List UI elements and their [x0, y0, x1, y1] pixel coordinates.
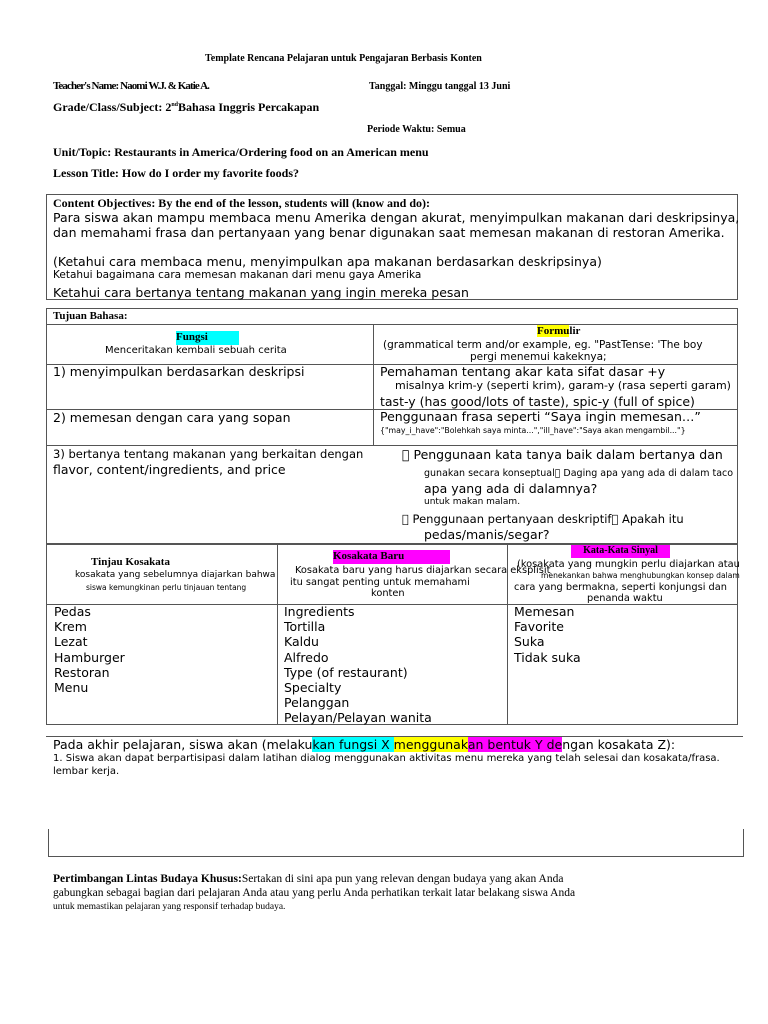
list-item: Restoran [54, 664, 110, 680]
content-objectives-heading: Content Objectives: By the end of the lesson, students will (know and do): [53, 196, 431, 210]
signal-words-header: Kata-Kata Sinyal [571, 545, 670, 558]
signal-words-subtext-2: menekankan bahwa menghubungkan konsep dalam [541, 571, 740, 580]
formulir-header: Formulir [537, 325, 581, 337]
document-title: Template Rencana Pelajaran untuk Pengajaran Berbasis Konten [205, 53, 482, 64]
list-item: Hamburger [54, 649, 125, 665]
unit-topic: Unit/Topic: Restaurants in America/Ordering food on an American menu [53, 145, 429, 159]
language-objectives-heading: Tujuan Bahasa: [53, 310, 128, 322]
review-vocab-list [54, 604, 125, 695]
list-item: Alfredo [284, 649, 329, 665]
list-item: Lezat [54, 634, 88, 650]
culture-label: Pertimbangan Lintas Budaya Khusus: [53, 873, 242, 885]
lesson-title: Lesson Title: How do I order my favorite foods? [53, 166, 299, 180]
fungsi-subtext: Menceritakan kembali sebuah cerita [105, 345, 287, 356]
list-item: Pedas [54, 604, 91, 619]
function-row-2: 2) memesan dengan cara yang sopan [53, 410, 291, 425]
objective-line-2: dan memahami frasa dan pertanyaan yang benar digunakan saat memesan makanan di restoran Amerika. [53, 225, 725, 240]
function-row-1: 1) menyimpulkan berdasarkan deskripsi [53, 364, 305, 379]
fungsi-header: Fungsi [176, 331, 239, 345]
signal-words-list [514, 604, 581, 665]
form-row-3-line-3: apa yang ada di dalamnya? [424, 481, 598, 496]
list-item: Tortilla [284, 619, 326, 635]
form-row-2-line-1: Penggunaan frasa seperti “Saya ingin memesan…” [380, 409, 701, 424]
list-item: Memesan [514, 604, 575, 619]
date-line: Tanggal: Minggu tanggal 13 Juni [369, 81, 511, 92]
outcome-item-1: 1. Siswa akan dapat berpartisipasi dalam latihan dialog menggunakan aktivitas menu mereka yang telah selesai dan kosakata/frasa. [53, 753, 720, 764]
form-row-1-line-2: misalnya krim-y (seperti krim), garam-y (rasa seperti garam) [395, 379, 731, 392]
list-item: Menu [54, 680, 89, 696]
list-item: Suka [514, 634, 545, 650]
review-vocab-subtext-1: kosakata yang sebelumnya diajarkan bahwa [75, 570, 276, 580]
new-vocab-list [284, 604, 432, 726]
form-row-1-line-3: tast-y (has good/lots of taste), spic-y (full of spice) [380, 394, 695, 409]
signal-words-subtext-4: penanda waktu [587, 593, 663, 604]
form-row-2-line-2: {"may_i_have":"Bolehkah saya minta...","ill_have":"Saya akan mengambil..."} [380, 426, 686, 435]
signal-words-subtext-1: (kosakata yang mungkin perlu diajarkan atau [517, 559, 740, 570]
form-row-1-line-1: Pemahaman tentang akar kata sifat dasar +y [380, 364, 666, 379]
objective-line-1: Para siswa akan mampu membaca menu Amerika dengan akurat, menyimpulkan makanan dari deskripsinya, [53, 210, 740, 225]
culture-line-2: gabungkan sebagai bagian dari pelajaran Anda atau yang perlu Anda perhatikan terkait latar belakang siswa Anda [53, 887, 576, 899]
formulir-subtext-2: pergi menemui kakeknya; [470, 351, 607, 363]
list-item: Pelayan/Pelayan wanita [284, 710, 432, 726]
new-vocab-subtext-1: Kosakata baru yang harus diajarkan secara eksplisit [295, 565, 551, 576]
list-item: Pelanggan [284, 695, 350, 711]
new-vocab-subtext-3: konten [371, 588, 405, 599]
form-row-3-line-2: gunakan secara konseptual  Daging apa yang ada di dalam taco [424, 468, 734, 479]
outcome-item-2: lembar kerja. [53, 766, 120, 777]
review-vocab-subtext-2: siswa kemungkinan perlu tinjauan tentang [86, 583, 247, 592]
grade-line: Grade/Class/Subject: 2ndBahasa Inggris Percakapan [53, 100, 320, 114]
new-vocab-subtext-2: itu sangat penting untuk memahami [290, 577, 470, 588]
teacher-name: Teacher's Name: Naomi W.J. & Katie A. [53, 80, 210, 92]
list-item: Specialty [284, 680, 342, 696]
culture-line-3: untuk memastikan pelajaran yang responsif terhadap budaya. [53, 902, 286, 912]
objective-line-3: (Ketahui cara membaca menu, menyimpulkan apa makanan berdasarkan deskripsinya) [53, 254, 602, 269]
form-row-3-line-5:   Penggunaan pertanyaan deskriptif  Apakah itu [402, 512, 684, 526]
signal-words-subtext-3: cara yang bermakna, seperti konjungsi dan [514, 582, 727, 593]
period-line: Periode Waktu: Semua [367, 124, 466, 135]
list-item: Type (of restaurant) [284, 664, 408, 680]
function-row-3-line-2: flavor, content/ingredients, and price [53, 462, 286, 477]
list-item: Favorite [514, 619, 564, 635]
form-row-3-line-4: untuk makan malam. [424, 497, 521, 507]
review-vocab-header: Tinjau Kosakata [91, 556, 170, 568]
lesson-outcome-statement: Pada akhir pelajaran, siswa akan (melakukan fungsi X menggunakan bentuk Y dengan kosakata Z): [53, 737, 676, 752]
list-item: Krem [54, 619, 87, 635]
culture-line-1: Pertimbangan Lintas Budaya Khusus:Sertakan di sini apa pun yang relevan dengan budaya yang akan Anda [53, 873, 564, 885]
form-row-3-line-6: pedas/manis/segar? [424, 527, 550, 542]
list-item: Tidak suka [514, 649, 581, 665]
new-vocab-header: Kosakata Baru [333, 550, 450, 564]
form-row-3-line-1:   Penggunaan kata tanya baik dalam bertanya dan [402, 447, 723, 462]
formulir-subtext-1: (grammatical term and/or example, eg. "PastTense: 'The boy [383, 339, 703, 351]
objective-line-5: Ketahui cara bertanya tentang makanan yang ingin mereka pesan [53, 285, 469, 300]
function-row-3-line-1: 3) bertanya tentang makanan yang berkaitan dengan [53, 447, 364, 461]
objective-line-4: Ketahui bagaimana cara memesan makanan dari menu gaya Amerika [53, 269, 422, 281]
list-item: Ingredients [284, 604, 355, 619]
list-item: Kaldu [284, 634, 319, 650]
